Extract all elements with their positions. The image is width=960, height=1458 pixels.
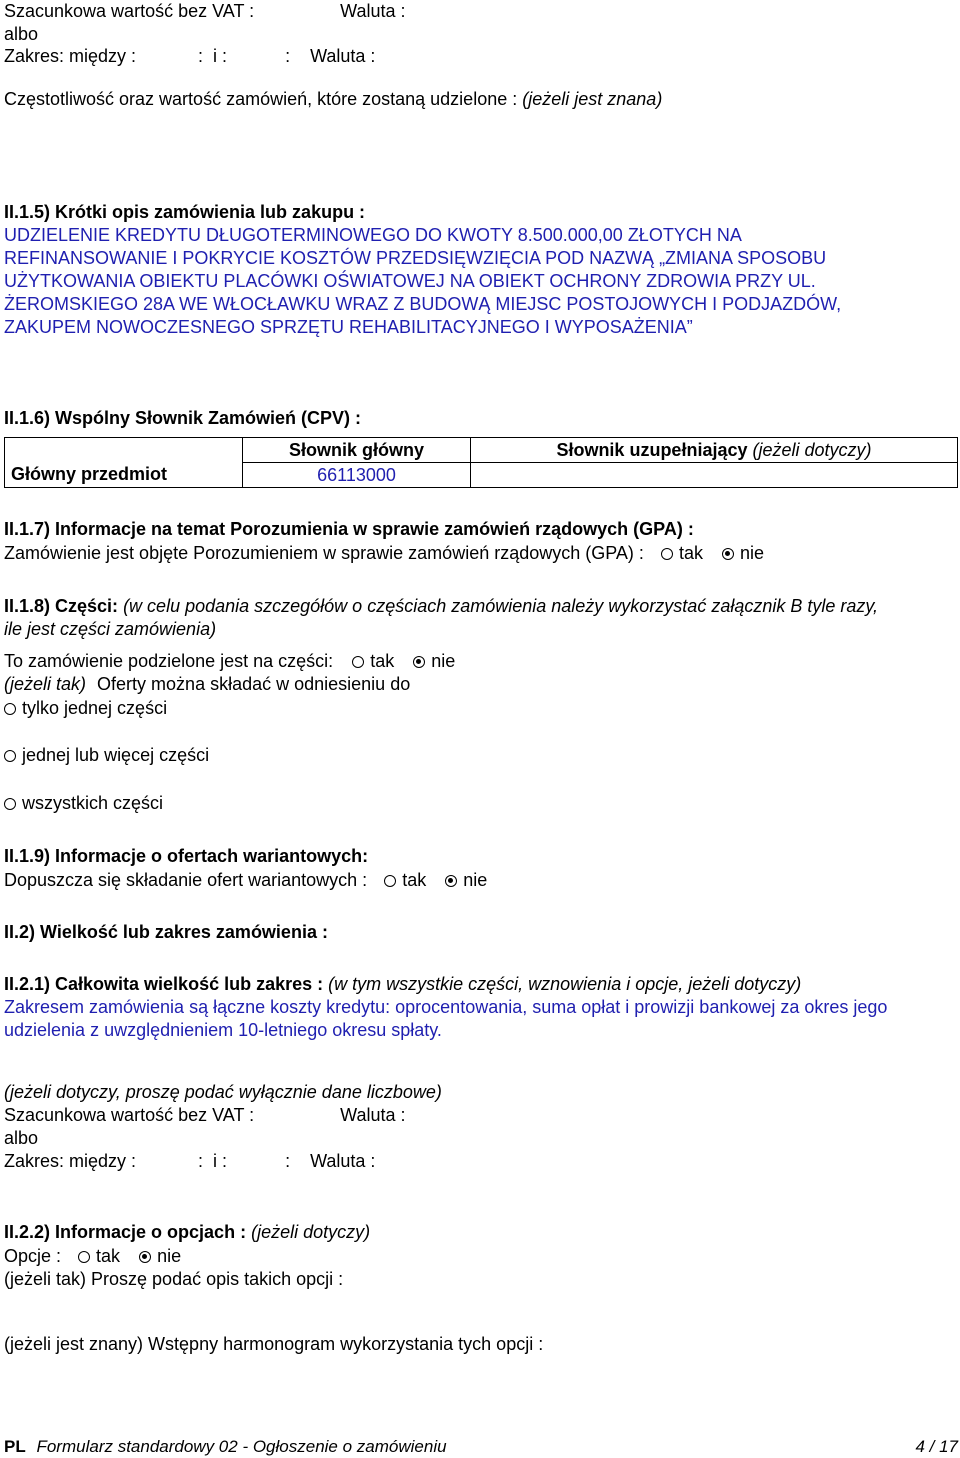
- offers-label: Oferty można składać w odniesieniu do: [97, 674, 411, 694]
- section-1-6-heading: II.1.6) Wspólny Słownik Zamówień (CPV) :: [4, 408, 362, 428]
- description-line: UDZIELENIE KREDYTU DŁUGOTERMINOWEGO DO KWOTY 8.500.000,00 ZŁOTYCH NA: [4, 225, 742, 245]
- range-colon-b2: :: [285, 1151, 291, 1171]
- description-line: ŻEROMSKIEGO 28A WE WŁOCŁAWKU WRAZ Z BUDOWĄ MIEJSC POSTOJOWYCH I PODJAZDÓW,: [4, 294, 842, 314]
- offer-option-2-label: jednej lub więcej części: [22, 745, 210, 765]
- est-value-label: Szacunkowa wartość bez VAT :: [4, 1, 255, 21]
- range-colon-b: :: [198, 1151, 204, 1171]
- est-value-row-2: [4, 1104, 405, 1126]
- offer-option-1[interactable]: [4, 697, 167, 719]
- range-currency-label: Waluta :: [310, 46, 376, 66]
- section-2-1-note: (w tym wszystkie części, wznowienia i opcje, jeżeli dotyczy): [328, 974, 802, 994]
- range-colon-2: :: [285, 46, 291, 66]
- if-yes-note: (jeżeli tak): [4, 674, 87, 694]
- cpv-supp-header: [471, 438, 958, 463]
- page-footer: [4, 1436, 958, 1458]
- frequency-label: Częstotliwość oraz wartość zamówień, które zostaną udzielone :: [4, 89, 518, 109]
- parts-no-label: nie: [431, 651, 456, 671]
- description-line: ZAKUPEM NOWOCZESNEGO SPRZĘTU REHABILITACYJNEGO I WYPOSAŻENIA”: [4, 317, 693, 337]
- options-row: [4, 1245, 181, 1267]
- parts-no-option[interactable]: [413, 650, 455, 672]
- parts-yes-option[interactable]: [352, 650, 394, 672]
- options-label: Opcje :: [4, 1246, 62, 1266]
- radio-unselected-icon[interactable]: [4, 750, 16, 762]
- scope-line: udzielenia z uwzględnieniem 10-letniego okresu spłaty.: [4, 1020, 442, 1040]
- range-and-label-2: i :: [213, 1151, 228, 1171]
- frequency-row: [4, 88, 662, 110]
- gpa-yes-option[interactable]: [661, 542, 703, 564]
- radio-unselected-icon[interactable]: [78, 1251, 90, 1263]
- section-1-8-title: II.1.8) Części:: [4, 596, 119, 616]
- gpa-row: [4, 542, 764, 564]
- section-2-2-note: (jeżeli dotyczy): [251, 1222, 371, 1242]
- radio-unselected-icon[interactable]: [4, 703, 16, 715]
- range-and-label: i :: [213, 46, 228, 66]
- section-1-7-heading: II.1.7) Informacje na temat Porozumienia w sprawie zamówień rządowych (GPA) :: [4, 519, 694, 539]
- cpv-main-code: 66113000: [243, 463, 471, 488]
- currency-label: Waluta :: [340, 1, 406, 21]
- parts-row: [4, 650, 455, 672]
- radio-selected-icon[interactable]: [139, 1251, 151, 1263]
- range-row-2: [4, 1150, 375, 1172]
- radio-unselected-icon[interactable]: [661, 548, 673, 560]
- est-value-label-2: Szacunkowa wartość bez VAT :: [4, 1105, 255, 1125]
- section-2-heading: II.2) Wielkość lub zakres zamówienia :: [4, 922, 328, 942]
- range-row: [4, 45, 375, 67]
- offer-option-1-label: tylko jednej części: [22, 698, 168, 718]
- variants-no-option[interactable]: [445, 869, 487, 891]
- section-2-2-title: II.2.2) Informacje o opcjach :: [4, 1222, 247, 1242]
- variants-question: Dopuszcza się składanie ofert wariantowych :: [4, 870, 368, 890]
- radio-unselected-icon[interactable]: [4, 798, 16, 810]
- radio-unselected-icon[interactable]: [352, 656, 364, 668]
- footer-form-name: Formularz standardowy 02 - Ogłoszenie o zamówieniu: [36, 1437, 447, 1456]
- footer-page-number: 4 / 17: [915, 1437, 958, 1456]
- cpv-table: [4, 437, 958, 488]
- frequency-note: (jeżeli jest znana): [522, 89, 663, 109]
- radio-selected-icon[interactable]: [413, 656, 425, 668]
- variants-yes-label: tak: [402, 870, 427, 890]
- section-1-8-note-cont: ile jest części zamówienia): [4, 619, 217, 639]
- parts-yes-label: tak: [370, 651, 395, 671]
- section-2-2-heading: [4, 1221, 370, 1243]
- radio-unselected-icon[interactable]: [384, 875, 396, 887]
- description-line: REFINANSOWANIE I POKRYCIE KOSZTÓW PRZEDSIĘWZIĘCIA POD NAZWĄ „ZMIANA SPOSOBU: [4, 248, 827, 268]
- footer-lang: PL: [4, 1437, 26, 1456]
- cpv-supp-label: Słownik uzupełniający: [556, 439, 748, 460]
- variants-row: [4, 869, 487, 891]
- cpv-empty-cell: [5, 438, 243, 463]
- section-1-5-heading: II.1.5) Krótki opis zamówienia lub zakupu :: [4, 202, 366, 222]
- options-describe: (jeżeli tak) Proszę podać opis takich opcji :: [4, 1269, 344, 1289]
- options-no-label: nie: [157, 1246, 182, 1266]
- cpv-main-header: Słownik główny: [243, 438, 471, 463]
- cpv-supp-note: (jeżeli dotyczy): [752, 439, 872, 460]
- variants-yes-option[interactable]: [384, 869, 426, 891]
- gpa-yes-label: tak: [678, 543, 703, 563]
- cpv-row-label: Główny przedmiot: [5, 463, 243, 488]
- parts-question: To zamówienie podzielone jest na części:: [4, 651, 334, 671]
- description-line: UŻYTKOWANIA OBIEKTU PLACÓWKI OŚWIATOWEJ NA OBIEKT OCHRONY ZDROWIA PRZY UL.: [4, 271, 816, 291]
- offer-option-2[interactable]: [4, 744, 209, 766]
- radio-selected-icon[interactable]: [445, 875, 457, 887]
- options-schedule: (jeżeli jest znany) Wstępny harmonogram wykorzystania tych opcji :: [4, 1334, 544, 1354]
- offer-option-3[interactable]: [4, 792, 163, 814]
- section-1-9-heading: II.1.9) Informacje o ofertach wariantowych:: [4, 846, 369, 866]
- section-2-1-title: II.2.1) Całkowita wielkość lub zakres :: [4, 974, 324, 994]
- cpv-supp-code: [471, 463, 958, 488]
- section-2-1-heading: [4, 973, 801, 995]
- currency-label-2: Waluta :: [340, 1105, 406, 1125]
- range-currency-label-2: Waluta :: [310, 1151, 376, 1171]
- scope-line: Zakresem zamówienia są łączne koszty kredytu: oprocentowania, suma opłat i prowizji bankowej za okres jego: [4, 997, 888, 1017]
- gpa-no-option[interactable]: [722, 542, 764, 564]
- radio-selected-icon[interactable]: [722, 548, 734, 560]
- offer-option-3-label: wszystkich części: [22, 793, 164, 813]
- gpa-question: Zamówienie jest objęte Porozumieniem w sprawie zamówień rządowych (GPA) :: [4, 543, 644, 563]
- or-label: albo: [4, 24, 39, 44]
- section-1-8-heading: [4, 595, 878, 617]
- section-1-8-note: (w celu podania szczegółów o częściach zamówienia należy wykorzystać załącznik B tyle razy,: [123, 596, 879, 616]
- numeric-note: (jeżeli dotyczy, proszę podać wyłącznie dane liczbowe): [4, 1082, 442, 1102]
- range-between-label: Zakres: między :: [4, 46, 137, 66]
- options-yes-label: tak: [96, 1246, 121, 1266]
- options-yes-option[interactable]: [78, 1245, 120, 1267]
- or-label-2: albo: [4, 1128, 39, 1148]
- est-value-row: [4, 0, 405, 22]
- options-no-option[interactable]: [139, 1245, 181, 1267]
- variants-no-label: nie: [463, 870, 488, 890]
- range-between-label-2: Zakres: między :: [4, 1151, 137, 1171]
- offers-row: [4, 673, 410, 695]
- gpa-no-label: nie: [739, 543, 764, 563]
- range-colon: :: [198, 46, 204, 66]
